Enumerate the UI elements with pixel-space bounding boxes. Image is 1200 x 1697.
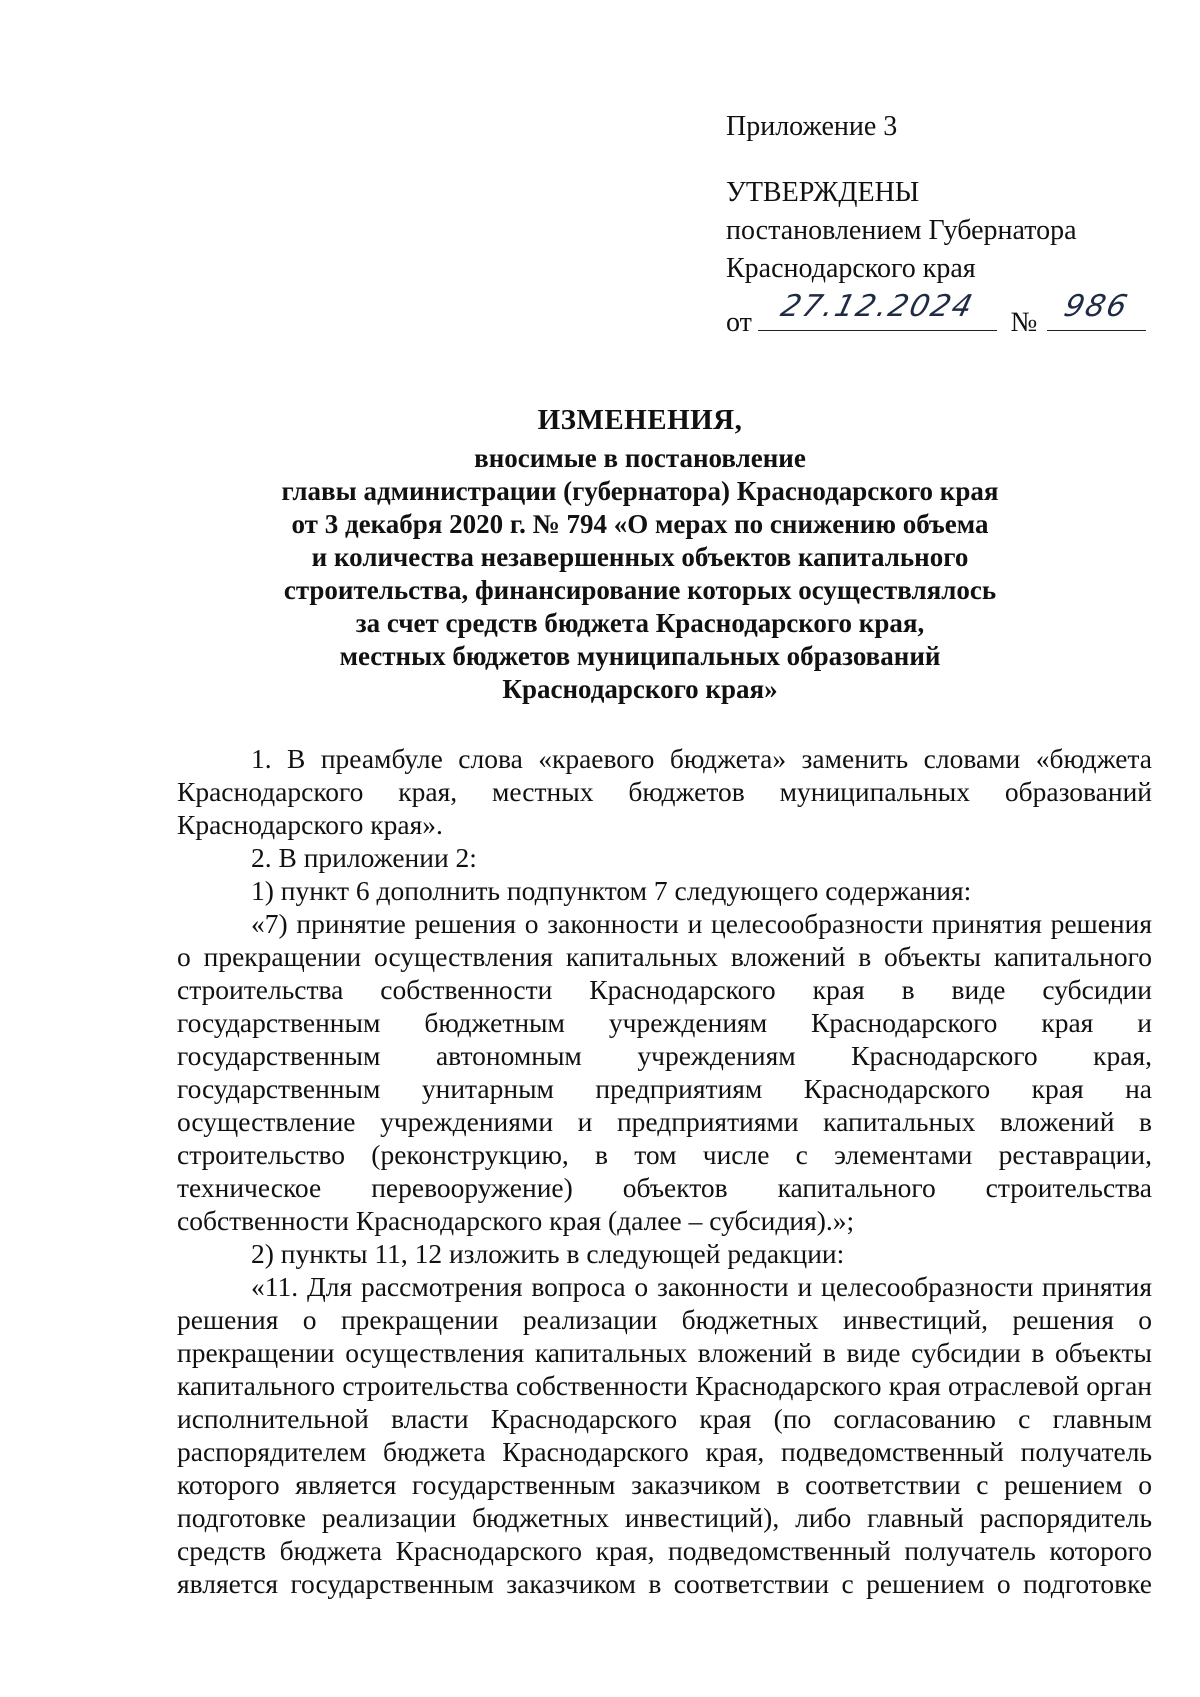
date-number-row: [726, 289, 1146, 342]
paragraph-2: 2. В приложении 2:: [251, 842, 477, 873]
title-line: строительства, финансирование которых осуществлялось: [283, 575, 997, 605]
approval-block: [726, 108, 1146, 342]
paragraph-6: «11. Для рассмотрения вопроса о законности и целесообразности принятия решения о прекращении реализации бюджетных инвестиций, решения о прекращении осуществления капитальных вложений в виде субсидии в объекты капитального строительства собственности Краснодарского края отраслевой орган исполнительной власти Краснодарского края (по согласованию с главным распорядителем бюджета Краснодарского края, подведомственный получатель которого является государственным заказчиком в соответствии с решением о подготовке реализации бюджетных инвестиций), либо главный распорядитель средств бюджета Краснодарского края, подведомственный получатель которого является государственным заказчиком в соответствии с решением о подготовке: [177, 1271, 1152, 1599]
approved-by-line-2: Краснодарского края: [726, 253, 976, 284]
document-body: [177, 742, 1152, 1600]
paragraph-4: «7) принятие решения о законности и целесообразности принятия решения о прекращении осуществления капитальных вложений в объекты капитального строительства собственности Краснодарского края в виде субсидии государственным бюджетным учреждениям Краснодарского края и государственным автономным учреждениям Краснодарского края, государственным унитарным предприятиям Краснодарского края на осуществление учреждениями и предприятиями капитальных вложений в строительство (реконструкцию, в том числе с элементами реставрации, техническое перевооружение) объектов капитального строительства собственности Краснодарского края (далее – субсидия).»;: [177, 908, 1152, 1236]
document-title: [160, 402, 1120, 706]
title-line: главы администрации (губернатора) Краснодарского края: [281, 476, 999, 506]
title-line: вносимые в постановление: [474, 443, 806, 473]
title-line: за счет средств бюджета Краснодарского края,: [355, 608, 925, 638]
title-line: и количества незавершенных объектов капитального: [311, 542, 969, 572]
number-sign: №: [1010, 307, 1038, 338]
date-prefix: от: [726, 307, 752, 338]
paragraph-1: 1. В преамбуле слова «краевого бюджета» заменить словами «бюджета Краснодарского края, местных бюджетов муниципальных образований Краснодарского края».: [177, 743, 1152, 840]
title-line: местных бюджетов муниципальных образований: [339, 641, 941, 671]
title-line: Краснодарского края»: [502, 674, 778, 704]
paragraph-3: 1) пункт 6 дополнить подпунктом 7 следующего содержания:: [251, 875, 972, 906]
approved-label: УТВЕРЖДЕНЫ: [726, 177, 920, 208]
handwritten-number: 986: [1060, 289, 1133, 324]
title-subtitle: [160, 442, 1120, 706]
title-line: от 3 декабря 2020 г. № 794 «О мерах по снижению объема: [291, 509, 989, 539]
number-field: [1047, 289, 1146, 331]
handwritten-date: 27.12.2024: [777, 289, 978, 324]
paragraph-5: 2) пункты 11, 12 изложить в следующей редакции:: [251, 1238, 845, 1269]
title-heading: ИЗМЕНЕНИЯ,: [537, 404, 743, 436]
date-field: [758, 289, 997, 331]
appendix-label: Приложение 3: [726, 111, 898, 142]
approved-by-line-1: постановлением Губернатора: [726, 215, 1077, 246]
